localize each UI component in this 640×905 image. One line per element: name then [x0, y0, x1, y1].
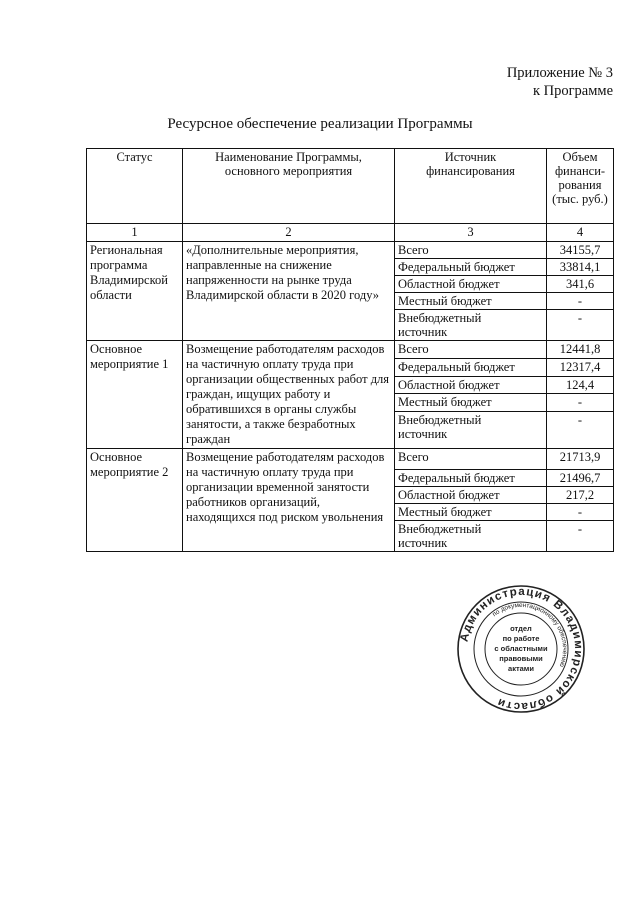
source-cell: Местный бюджет: [395, 504, 547, 521]
value-cell: -: [547, 412, 614, 449]
table-row: [87, 449, 614, 470]
source-cell: Федеральный бюджет: [395, 259, 547, 276]
appendix-line-2: к Программе: [532, 83, 613, 99]
header-source: [395, 149, 547, 224]
value-cell: 217,2: [547, 487, 614, 504]
table-row: [87, 242, 614, 259]
source-cell: Всего: [395, 341, 547, 359]
stamp-center-line: актами: [508, 664, 534, 673]
value-cell: 124,4: [547, 376, 614, 394]
header-volume-line-1: Объем: [562, 150, 598, 164]
stamp-center-line: отдел: [510, 624, 532, 633]
source-cell: Областной бюджет: [395, 276, 547, 293]
stamp-center-line: правовыми: [499, 654, 543, 663]
value-cell: -: [547, 521, 614, 552]
source-cell: [395, 412, 547, 449]
value-cell: 341,6: [547, 276, 614, 293]
appendix-line-1: Приложение № 3: [506, 65, 613, 81]
source-cell: Всего: [395, 242, 547, 259]
source-cell: Местный бюджет: [395, 394, 547, 412]
source-line-2: источник: [398, 325, 448, 339]
source-line-2: источник: [398, 427, 448, 441]
column-number-row: [87, 224, 614, 242]
source-line-2: источник: [398, 536, 448, 550]
column-number: 1: [87, 224, 183, 242]
value-cell: 21713,9: [547, 449, 614, 470]
table-row: [87, 341, 614, 359]
header-volume-line-4: (тыс. руб.): [552, 192, 608, 206]
value-cell: 33814,1: [547, 259, 614, 276]
header-volume: [547, 149, 614, 224]
header-volume-line-3: рования: [558, 178, 602, 192]
source-cell: Федеральный бюджет: [395, 470, 547, 487]
value-cell: -: [547, 293, 614, 310]
source-cell: [395, 521, 547, 552]
header-status: Статус: [87, 149, 183, 224]
official-stamp: [456, 584, 586, 714]
source-cell: [395, 310, 547, 341]
name-cell: Возмещение работодателям расходов на частичную оплату труда при организации общественных работ для граждан, ищущих работу и обратившихся в органы службы занятости, а также безработных граждан: [183, 341, 395, 449]
source-cell: Федеральный бюджет: [395, 358, 547, 376]
status-cell: Региональная программа Владимирской области: [87, 242, 183, 341]
source-cell: Всего: [395, 449, 547, 470]
value-cell: 34155,7: [547, 242, 614, 259]
header-name: [183, 149, 395, 224]
header-source-line-2: финансирования: [426, 164, 515, 178]
source-line-1: Внебюджетный: [398, 522, 482, 536]
value-cell: 12441,8: [547, 341, 614, 359]
source-cell: Областной бюджет: [395, 487, 547, 504]
stamp-center-line: по работе: [502, 634, 540, 643]
value-cell: -: [547, 394, 614, 412]
status-cell: Основное мероприятие 2: [87, 449, 183, 552]
stamp-inner-text: по документационному обеспечению: [491, 601, 569, 668]
column-number: 3: [395, 224, 547, 242]
header-name-line-1: Наименование Программы,: [215, 150, 362, 164]
name-cell: Возмещение работодателям расходов на частичную оплату труда при организации временной занятости работников организаций, находящихся под риском увольнения: [183, 449, 395, 552]
column-number: 2: [183, 224, 395, 242]
source-line-1: Внебюджетный: [398, 413, 482, 427]
value-cell: -: [547, 310, 614, 341]
name-cell: «Дополнительные мероприятия, направленные на снижение напряженности на рынке труда Владимирской области в 2020 году»: [183, 242, 395, 341]
header-name-line-2: основного мероприятия: [224, 164, 353, 178]
source-cell: Местный бюджет: [395, 293, 547, 310]
source-line-1: Внебюджетный: [398, 311, 482, 325]
appendix-label: [507, 64, 613, 100]
value-cell: 12317,4: [547, 358, 614, 376]
status-cell: Основное мероприятие 1: [87, 341, 183, 449]
stamp-outer-text: Администрация Владимирской области: [458, 585, 585, 713]
value-cell: -: [547, 504, 614, 521]
value-cell: 21496,7: [547, 470, 614, 487]
document-title: Ресурсное обеспечение реализации Программы: [167, 116, 473, 132]
stamp-center-line: с областными: [494, 644, 548, 653]
header-row: [87, 149, 614, 224]
column-number: 4: [547, 224, 614, 242]
header-source-line-1: Источник: [444, 150, 497, 164]
source-cell: Областной бюджет: [395, 376, 547, 394]
header-volume-line-2: финанси-: [554, 164, 606, 178]
resource-table: [86, 148, 614, 552]
